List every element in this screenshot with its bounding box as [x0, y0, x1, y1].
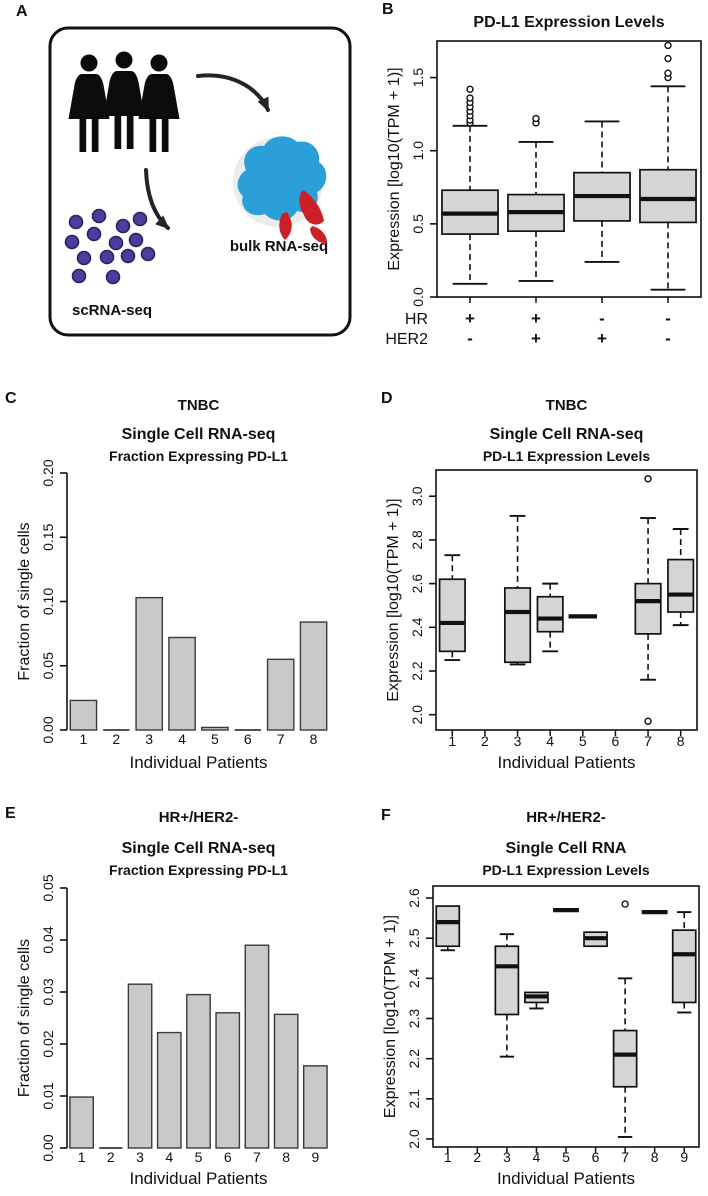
x-tick-label: 3 [502, 1149, 511, 1165]
y-axis-label: Expression [log10(TPM + 1)] [385, 498, 402, 702]
group-row-value: + [465, 309, 475, 328]
y-tick-label: 0.02 [40, 1030, 56, 1058]
group-row-value: - [467, 329, 473, 348]
x-tick-label: 5 [211, 731, 219, 747]
y-tick-label: 0.0 [410, 287, 426, 307]
box-patient-3 [505, 516, 530, 665]
chart-title-line: Fraction Expressing PD-L1 [109, 862, 288, 878]
panel-label-e: E [5, 805, 16, 822]
x-tick-label: 7 [276, 731, 285, 747]
chart-title-line: PD-L1 Expression Levels [482, 862, 650, 878]
y-tick-label: 2.4 [406, 968, 422, 989]
chart-title-line: HR+/HER2- [158, 809, 239, 826]
x-tick-label: 4 [178, 731, 186, 747]
box-patient-4 [525, 992, 548, 1008]
panel-label-f: F [381, 807, 391, 824]
x-tick-label: 9 [311, 1149, 320, 1165]
bar-patient-3 [128, 984, 151, 1148]
bar-patient-8 [274, 1014, 297, 1148]
box-patient-6 [584, 932, 607, 946]
group-row-value: + [531, 309, 541, 328]
outlier-point [645, 718, 651, 724]
x-axis-label: Individual Patients [129, 753, 268, 772]
bar-patient-4 [158, 1033, 181, 1148]
box-patient-1 [436, 906, 459, 950]
outlier-point [665, 56, 671, 62]
y-tick-label: 0.20 [40, 459, 56, 487]
chart-title-line: Single Cell RNA [505, 840, 627, 857]
x-tick-label: 8 [282, 1149, 291, 1165]
chart-marks [440, 476, 694, 749]
y-tick-label: 2.5 [406, 928, 422, 948]
barchart-tnbc-fraction [0, 385, 354, 796]
box-patient-3 [495, 934, 518, 1056]
box-patient-1 [442, 86, 498, 284]
y-tick-label: 2.6 [409, 573, 425, 594]
panel-label-c: C [5, 390, 17, 407]
box-patient-3 [574, 121, 630, 261]
x-tick-label: 2 [112, 731, 121, 747]
x-tick-label: 1 [77, 1149, 86, 1165]
x-axis-label: Individual Patients [497, 753, 636, 772]
y-tick-label: 0.10 [40, 587, 56, 616]
chart-title-line: TNBC [545, 397, 588, 414]
panel-a-diagram [0, 0, 354, 385]
iqr-box [640, 170, 696, 223]
bar-patient-5 [187, 995, 210, 1148]
y-tick-label: 0.15 [40, 523, 56, 551]
y-axis-label: Expression [log10(TPM + 1)] [386, 67, 403, 271]
y-tick-label: 2.3 [406, 1008, 422, 1029]
x-tick-label: 2 [106, 1149, 115, 1165]
y-tick-label: 2.1 [406, 1089, 422, 1109]
y-axis-label: Fraction of single cells [16, 938, 33, 1098]
chart-title-line: HR+/HER2- [526, 809, 606, 826]
group-row-value: - [599, 309, 605, 328]
x-tick-label: 2 [473, 1149, 482, 1165]
x-tick-label: 5 [562, 1149, 570, 1165]
group-row-label: HR [404, 311, 428, 328]
box-patient-8 [668, 529, 693, 625]
iqr-box [614, 1031, 637, 1087]
y-tick-label: 0.03 [40, 978, 56, 1006]
chart-title-line: Single Cell RNA-seq [121, 840, 276, 857]
bar-patient-1 [70, 1097, 93, 1148]
y-tick-label: 1.0 [410, 140, 426, 161]
boxplot-pdl1-bulk [354, 0, 708, 385]
y-tick-label: 0.04 [40, 926, 56, 954]
outlier-point [665, 42, 671, 48]
x-tick-label: 3 [145, 731, 154, 747]
outlier-point [467, 95, 473, 101]
plot-frame [433, 886, 699, 1147]
group-row-value: - [665, 329, 671, 348]
outlier-point [467, 86, 473, 92]
y-tick-label: 3.0 [409, 486, 425, 506]
x-tick-label: 5 [194, 1149, 203, 1165]
y-tick-label: 0.05 [40, 652, 56, 680]
iqr-box [668, 560, 693, 612]
scrnaseq-label: scRNA-seq [71, 302, 153, 319]
group-row-label: HER2 [385, 331, 428, 348]
y-tick-label: 2.2 [409, 661, 425, 681]
y-tick-label: 0.5 [410, 214, 426, 234]
box-patient-7 [635, 476, 660, 725]
box-patient-1 [440, 555, 465, 660]
x-axis-label: Individual Patients [497, 1169, 635, 1188]
y-tick-label: 0.01 [40, 1082, 56, 1110]
group-row-value: + [597, 329, 607, 348]
bar-patient-8 [300, 622, 326, 730]
iqr-box [495, 946, 518, 1014]
bar-patient-9 [304, 1066, 327, 1148]
group-row-value: + [531, 329, 541, 348]
x-tick-label: 3 [513, 733, 522, 749]
x-tick-label: 7 [253, 1149, 261, 1165]
x-tick-label: 4 [532, 1149, 541, 1165]
y-tick-label: 1.5 [410, 67, 426, 88]
panel-label-b: B [382, 1, 394, 18]
x-tick-label: 3 [136, 1149, 144, 1165]
iqr-box [673, 930, 696, 1002]
x-tick-label: 4 [546, 733, 555, 749]
x-tick-label: 1 [79, 731, 88, 747]
chart-marks [70, 945, 327, 1165]
chart-title-line: Single Cell RNA-seq [489, 426, 644, 443]
chart-marks [436, 901, 695, 1165]
iqr-box [505, 588, 530, 662]
x-tick-label: 5 [578, 733, 587, 749]
box-patient-4 [537, 584, 562, 652]
panel-label-d: D [381, 390, 393, 407]
box-patient-2 [508, 116, 564, 281]
box-patient-4 [640, 42, 696, 289]
chart-title-line: Single Cell RNA-seq [121, 426, 276, 443]
group-row-value: - [665, 309, 671, 328]
boxplot-hrher2-expression [354, 800, 708, 1196]
bar-patient-3 [136, 598, 162, 730]
y-tick-label: 2.6 [406, 888, 422, 908]
y-tick-label: 2.4 [409, 617, 425, 638]
x-tick-label: 6 [223, 1149, 232, 1165]
chart-marks [442, 42, 696, 303]
bar-patient-5 [202, 727, 228, 730]
x-tick-label: 1 [448, 733, 457, 749]
y-tick-label: 2.8 [409, 530, 425, 550]
boxplot-tnbc-expression [354, 385, 708, 796]
barchart-hrher2-fraction [0, 800, 354, 1196]
chart-marks [70, 598, 326, 747]
bar-patient-4 [169, 637, 195, 730]
y-tick-label: 2.0 [409, 704, 425, 725]
x-tick-label: 6 [591, 1149, 600, 1165]
chart-title-line: PD-L1 Expression Levels [482, 448, 651, 464]
bar-patient-7 [245, 945, 268, 1148]
bulk-rnaseq-label: bulk RNA-seq [229, 238, 329, 255]
iqr-box [436, 906, 459, 946]
y-axis-label: Fraction of single cells [16, 522, 33, 681]
panel-label-a: A [16, 3, 28, 20]
y-tick-label: 0.00 [40, 716, 56, 744]
outlier-point [533, 116, 539, 122]
y-tick-label: 2.2 [406, 1048, 422, 1069]
outlier-point [645, 476, 651, 482]
y-axis-label: Expression [log10(TPM + 1)] [382, 914, 399, 1119]
x-tick-label: 2 [481, 733, 489, 749]
y-tick-label: 2.0 [406, 1129, 422, 1149]
iqr-box [635, 584, 660, 634]
box-patient-9 [673, 912, 696, 1012]
chart-title-line: Fraction Expressing PD-L1 [109, 448, 288, 464]
x-tick-label: 8 [309, 731, 318, 747]
bar-patient-1 [70, 700, 96, 730]
iqr-box [440, 579, 465, 651]
chart-title-line: PD-L1 Expression Levels [473, 14, 665, 31]
x-tick-label: 1 [443, 1149, 452, 1165]
x-tick-label: 6 [243, 731, 252, 747]
axes [382, 886, 699, 1188]
x-axis-label: Individual Patients [129, 1169, 268, 1188]
chart-title-line: TNBC [177, 397, 220, 414]
outlier-point [665, 70, 671, 76]
outlier-point [622, 901, 628, 907]
x-tick-label: 7 [644, 733, 652, 749]
x-tick-label: 7 [621, 1149, 630, 1165]
y-tick-label: 0.00 [40, 1134, 56, 1162]
x-tick-label: 6 [611, 733, 620, 749]
x-tick-label: 9 [680, 1149, 689, 1165]
bar-patient-6 [216, 1013, 239, 1148]
x-tick-label: 4 [165, 1149, 174, 1165]
bar-patient-7 [268, 659, 294, 730]
box-patient-7 [614, 901, 637, 1137]
x-tick-label: 8 [650, 1149, 659, 1165]
iqr-box [537, 597, 562, 632]
y-tick-label: 0.05 [40, 874, 56, 902]
x-tick-label: 8 [676, 733, 685, 749]
